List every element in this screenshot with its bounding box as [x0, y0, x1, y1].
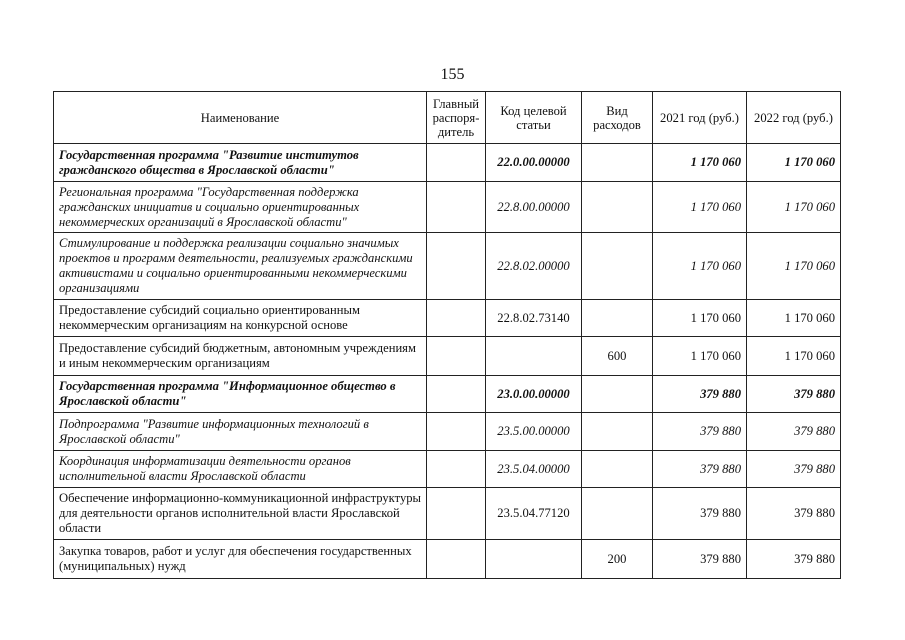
table-row [54, 337, 841, 376]
row-grbs-cell [427, 182, 486, 233]
row-2022-cell: 379 880 [747, 451, 841, 488]
row-2022-cell: 1 170 060 [747, 300, 841, 337]
row-2022-cell: 379 880 [747, 413, 841, 451]
row-code-cell: 23.5.00.00000 [486, 413, 582, 451]
table-row [54, 488, 841, 540]
row-name-cell: Региональная программа "Государственная поддержка гражданских инициатив и социально ориентированных некоммерческих организаций в Ярославской области" [54, 182, 427, 233]
row-2021-cell: 1 170 060 [653, 337, 747, 376]
row-grbs-cell [427, 300, 486, 337]
row-grbs-cell [427, 144, 486, 182]
row-grbs-cell [427, 337, 486, 376]
table-row [54, 182, 841, 233]
row-name-cell: Государственная программа "Развитие институтов гражданского общества в Ярославской области" [54, 144, 427, 182]
row-code-cell: 22.8.02.73140 [486, 300, 582, 337]
row-name-cell: Координация информатизации деятельности органов исполнительной власти Ярославской области [54, 451, 427, 488]
row-vid-cell [582, 376, 653, 413]
row-2021-cell: 379 880 [653, 413, 747, 451]
row-name-cell: Государственная программа "Информационное общество в Ярославской области" [54, 376, 427, 413]
header-row [54, 92, 841, 144]
row-2022-cell: 379 880 [747, 376, 841, 413]
row-name-cell: Закупка товаров, работ и услуг для обеспечения государственных (муниципальных) нужд [54, 540, 427, 579]
row-code-cell: 22.8.02.00000 [486, 233, 582, 300]
row-vid-cell [582, 451, 653, 488]
header-name: Наименование [54, 92, 427, 144]
row-vid-cell [582, 182, 653, 233]
row-vid-cell [582, 144, 653, 182]
row-name-cell: Предоставление субсидий бюджетным, автономным учреждениям и иным некоммерческим организациям [54, 337, 427, 376]
row-code-cell: 23.5.04.00000 [486, 451, 582, 488]
row-code-cell [486, 540, 582, 579]
table-row [54, 413, 841, 451]
table-row [54, 540, 841, 579]
row-2022-cell: 379 880 [747, 540, 841, 579]
row-2022-cell: 1 170 060 [747, 144, 841, 182]
row-vid-cell [582, 300, 653, 337]
row-2021-cell: 379 880 [653, 540, 747, 579]
row-grbs-cell [427, 376, 486, 413]
row-vid-cell [582, 233, 653, 300]
row-name-cell: Предоставление субсидий социально ориентированным некоммерческим организациям на конкурсной основе [54, 300, 427, 337]
row-2021-cell: 379 880 [653, 451, 747, 488]
table-row [54, 144, 841, 182]
row-2022-cell: 1 170 060 [747, 337, 841, 376]
row-vid-cell [582, 413, 653, 451]
row-vid-cell: 600 [582, 337, 653, 376]
header-2022: 2022 год (руб.) [747, 92, 841, 144]
row-2021-cell: 1 170 060 [653, 300, 747, 337]
row-grbs-cell [427, 488, 486, 540]
budget-table [53, 91, 841, 579]
table-row [54, 376, 841, 413]
row-2022-cell: 1 170 060 [747, 182, 841, 233]
table-row [54, 233, 841, 300]
row-grbs-cell [427, 451, 486, 488]
row-2021-cell: 379 880 [653, 376, 747, 413]
row-name-cell: Обеспечение информационно-коммуникационной инфраструктуры для деятельности органов исполнительной власти Ярославской области [54, 488, 427, 540]
row-vid-cell [582, 488, 653, 540]
header-code: Код целевой статьи [486, 92, 582, 144]
row-name-cell: Стимулирование и поддержка реализации социально значимых проектов и программ деятельности, реализуемых гражданскими активистами и социально ориентированными некоммерческими организациями [54, 233, 427, 300]
row-2021-cell: 1 170 060 [653, 144, 747, 182]
row-code-cell: 22.0.00.00000 [486, 144, 582, 182]
row-2022-cell: 379 880 [747, 488, 841, 540]
row-code-cell: 23.5.04.77120 [486, 488, 582, 540]
table-row [54, 451, 841, 488]
row-name-cell: Подпрограмма "Развитие информационных технологий в Ярославской области" [54, 413, 427, 451]
row-2022-cell: 1 170 060 [747, 233, 841, 300]
table-row [54, 300, 841, 337]
row-vid-cell: 200 [582, 540, 653, 579]
row-2021-cell: 1 170 060 [653, 233, 747, 300]
header-2021: 2021 год (руб.) [653, 92, 747, 144]
row-2021-cell: 1 170 060 [653, 182, 747, 233]
header-vid: Вид расходов [582, 92, 653, 144]
row-code-cell: 23.0.00.00000 [486, 376, 582, 413]
header-grbs: Главный распоря- дитель [427, 92, 486, 144]
row-code-cell: 22.8.00.00000 [486, 182, 582, 233]
row-code-cell [486, 337, 582, 376]
row-grbs-cell [427, 413, 486, 451]
page-number: 155 [440, 66, 465, 83]
row-grbs-cell [427, 233, 486, 300]
row-2021-cell: 379 880 [653, 488, 747, 540]
row-grbs-cell [427, 540, 486, 579]
